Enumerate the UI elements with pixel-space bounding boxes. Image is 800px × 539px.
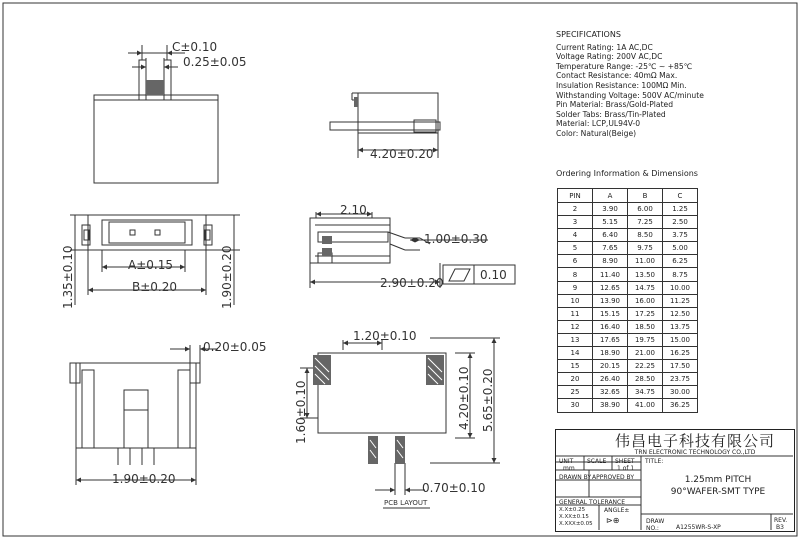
table-cell: 13.90 [593,294,628,307]
table-cell: 3.75 [663,229,698,242]
table-row [558,399,698,412]
sheet-label: SHEET [615,458,635,465]
column-header: C [663,189,698,203]
table-cell: 11.00 [628,255,663,268]
tolerance-1: X.X±0.25 [559,507,586,513]
table-cell: 30 [558,399,593,412]
table-cell: 18.50 [628,320,663,333]
table-cell: 6.40 [593,229,628,242]
table-cell: 30.00 [663,386,698,399]
table-cell: 11.25 [663,294,698,307]
pcb-layout-label: PCB LAYOUT [384,499,428,507]
table-cell: 5.15 [593,216,628,229]
company-name-cn: 伟昌电子科技有限公司 [614,432,775,450]
drawing-title-line1: 1.25mm PITCH [684,475,752,485]
table-row [558,373,698,386]
angle-label: ANGLE± [604,507,630,514]
table-row [558,307,698,320]
table-row [558,281,698,294]
table-cell: 1.25 [663,203,698,216]
table-cell: 10 [558,294,593,307]
unit-value: mm [563,465,575,472]
pcb-pad [395,436,405,464]
draw-no-value: A1255WR-S-XP [676,524,721,531]
table-row [558,242,698,255]
table-cell: 16.00 [628,294,663,307]
table-cell: 11.40 [593,268,628,281]
table-cell: 17.65 [593,333,628,346]
table-cell: 16.25 [663,347,698,360]
table-cell: 25 [558,386,593,399]
table-row [558,216,698,229]
table-cell: 6.25 [663,255,698,268]
dim-b: B±0.20 [132,280,178,294]
table-cell: 8 [558,268,593,281]
draw-no-label: DRAW NO.: [646,518,665,532]
rev-label: REV. [774,517,788,524]
dim-flatness: 0.10 [480,268,507,282]
spec-line: Color: Natural(Beige) [556,128,637,138]
table-row [558,229,698,242]
table-row [558,320,698,333]
table-cell: 14 [558,347,593,360]
table-cell: 3.90 [593,203,628,216]
table-cell: 9 [558,281,593,294]
table-cell: 28.50 [628,373,663,386]
dim-pad-070: 0.70±0.10 [422,481,486,495]
table-cell: 26.40 [593,373,628,386]
table-cell: 10.00 [663,281,698,294]
table-cell: 14.75 [628,281,663,294]
table-cell: 12 [558,320,593,333]
table-cell: 15.00 [663,333,698,346]
approved-by-label: APPROVED BY [592,474,635,481]
table-cell: 22.25 [628,360,663,373]
tolerance-3: X.XXX±0.05 [559,521,593,527]
table-cell: 5.00 [663,242,698,255]
company-name-en: TRN ELECTRONIC TECHNOLOGY CO.,LTD [634,449,756,456]
tolerance-2: X.XX±0.15 [559,514,589,520]
table-cell: 17.25 [628,307,663,320]
table-cell: 18.90 [593,347,628,360]
solder-tab-left-view1 [146,80,164,95]
table-cell: 38.90 [593,399,628,412]
dim-a: A±0.15 [128,258,173,272]
rev-value: B3 [776,524,784,531]
specifications-block [556,30,704,139]
spec-line: Temperature Range: -25℃ ~ +85℃ [556,61,693,71]
table-cell: 36.25 [663,399,698,412]
spec-line: Voltage Rating: 200V AC,DC [556,52,663,62]
spec-line: Material: LCP,UL94V-0 [556,119,641,129]
table-cell: 19.75 [628,333,663,346]
spec-line: Pin Material: Brass/Gold-Plated [556,100,674,110]
front-view-bottom [70,345,218,485]
specifications-title: SPECIFICATIONS [556,30,621,39]
table-cell: 20 [558,373,593,386]
table-cell: 16.40 [593,320,628,333]
table-cell: 3 [558,216,593,229]
ordering-table [557,188,698,413]
dim-height-135: 1.35±0.10 [61,245,75,309]
dim-c: C±0.10 [172,40,218,54]
table-cell: 20.15 [593,360,628,373]
table-row [558,255,698,268]
title-label: TITLE: [645,458,664,465]
table-cell: 2.50 [663,216,698,229]
spec-line: Current Rating: 1A AC,DC [556,42,653,52]
table-row [558,333,698,346]
table-cell: 4 [558,229,593,242]
dim-pad-565: 5.65±0.20 [481,368,495,432]
pcb-pad [368,436,378,464]
table-row [558,294,698,307]
dim-base-190: 1.90±0.20 [112,472,176,486]
table-cell: 21.00 [628,347,663,360]
table-cell: 15 [558,360,593,373]
table-cell: 15.15 [593,307,628,320]
table-cell: 32.65 [593,386,628,399]
table-cell: 13 [558,333,593,346]
table-row [558,360,698,373]
column-header: B [628,189,663,203]
table-cell: 13.75 [663,320,698,333]
table-cell: 9.75 [628,242,663,255]
table-header-row [558,189,698,203]
column-header: PIN [558,189,593,203]
table-cell: 8.50 [628,229,663,242]
table-cell: 12.50 [663,307,698,320]
table-cell: 6.00 [628,203,663,216]
table-cell: 5 [558,242,593,255]
dim-side-length: 4.20±0.20 [370,147,434,161]
table-cell: 11 [558,307,593,320]
dim-pad-160: 1.60±0.10 [294,380,308,444]
spec-line: Contact Resistance: 40mΩ Max. [556,71,678,81]
unit-label: UNIT [559,458,574,465]
table-cell: 12.65 [593,281,628,294]
spec-line: Insulation Resistance: 100MΩ Min. [556,80,687,90]
ordering-title: Ordering Information & Dimensions [556,169,698,178]
column-header: A [593,189,628,203]
general-tolerance-label: GENERAL TOLERANCE [559,499,626,506]
table-cell: 34.75 [628,386,663,399]
dim-pad-420: 4.20±0.10 [457,366,471,430]
dim-lead-100: 1.00±0.30 [424,232,488,246]
table-row [558,386,698,399]
table-row [558,347,698,360]
table-cell: 41.00 [628,399,663,412]
table-cell: 7.25 [628,216,663,229]
table-cell: 13.50 [628,268,663,281]
table-cell: 7.65 [593,242,628,255]
dim-pad-120: 1.20±0.10 [353,329,417,343]
title-block [555,429,795,532]
table-cell: 8.75 [663,268,698,281]
scale-label: SCALE [587,458,607,465]
drawn-by-label: DRAWN BY [559,474,592,481]
dim-depth-290: 2.90±0.20 [380,276,444,290]
table-row [558,203,698,216]
dim-height-190: 1.90±0.20 [220,245,234,309]
table-cell: 23.75 [663,373,698,386]
spec-line: Withstanding Voltage: 500V AC/minute [556,90,704,100]
drawing-title-line2: 90°WAFER-SMT TYPE [670,487,766,497]
dim-tab-020: 0.20±0.05 [203,340,267,354]
sheet-value: 1 of 1 [617,465,635,472]
dim-width-210: 2.10 [340,203,367,217]
table-row [558,268,698,281]
table-cell: 6 [558,255,593,268]
projection-symbol-icon: ⊳⊕ [606,516,620,525]
table-cell: 8.90 [593,255,628,268]
spec-line: Solder Tabs: Brass/Tin-Plated [556,109,666,119]
table-cell: 2 [558,203,593,216]
table-cell: 17.50 [663,360,698,373]
dim-pin-width: 0.25±0.05 [183,55,247,69]
